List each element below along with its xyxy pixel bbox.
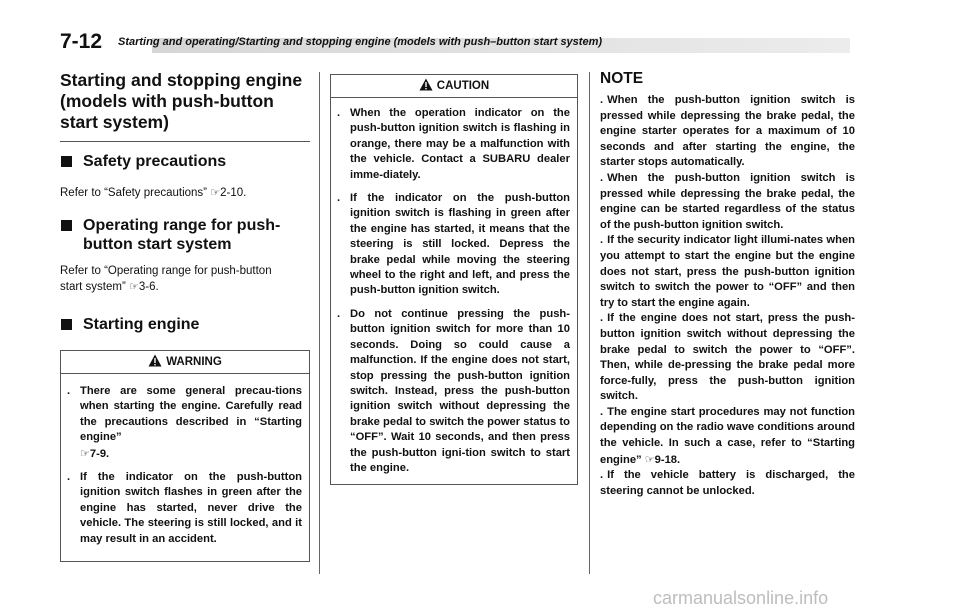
- column-right: [600, 70, 855, 499]
- note-item: . When the push-button ignition switch is pressed while depressing the brake pedal, the engine can be started regardless of the status of the push-button ignition switch.: [600, 171, 855, 231]
- note-title: NOTE: [600, 70, 644, 87]
- caution-triangle-icon: [419, 78, 433, 91]
- column-middle: [330, 74, 578, 485]
- page-header: [60, 30, 850, 54]
- warning-box: [60, 350, 310, 562]
- square-bullet-icon: [61, 156, 72, 167]
- warning-item: . There are some general precau-tions when starting the engine. Carefully read the precautions described in “Starting engine” ☞7-9.: [67, 385, 302, 460]
- column-divider: [589, 72, 590, 574]
- reference-hand-icon: ☞: [644, 452, 655, 466]
- title-rule: [60, 141, 310, 142]
- warning-item: . If the indicator on the push-button ignition switch flashes in green after the engine has started, never drive the vehicle. The steering is still locked, and it may result in an accident.: [67, 471, 302, 545]
- note-item: . If the security indicator light illumi-nates when you attempt to start the engine but the engine does not start, press the push-button ignition switch to switch the power to “OFF” and then try to start the engine again.: [600, 234, 855, 309]
- watermark: carmanualsonline.info: [653, 588, 829, 608]
- note-item: . If the vehicle battery is discharged, the steering cannot be unlocked.: [600, 469, 855, 497]
- column-divider: [319, 72, 320, 574]
- section-heading-safety: Safety precautions: [60, 152, 310, 171]
- warning-header: WARNING: [61, 351, 309, 374]
- square-bullet-icon: [61, 220, 72, 231]
- reference-hand-icon: ☞: [80, 446, 90, 460]
- caution-box: [330, 74, 578, 485]
- caution-item: . If the indicator on the push-button ignition switch is flashing in green after the engine has started, it means that the steering is still locked. Depress the brake pedal while moving the steering wheel to the right and left, and press the push-button ignition switch.: [337, 192, 570, 297]
- page-title: Starting and stopping engine (models with push-button start system): [60, 70, 303, 132]
- running-title: Starting and operating/Starting and stopping engine (models with push–button start system): [118, 36, 603, 48]
- caution-header: CAUTION: [331, 75, 577, 98]
- warning-triangle-icon: [148, 354, 162, 367]
- note-item: . If the engine does not start, press the push-button ignition switch without depressing the brake pedal to switch the power to “OFF”. Then, while de-pressing the brake pedal more force-fully, press the push-button ignition switch.: [600, 312, 855, 403]
- reference-hand-icon: ☞: [210, 186, 221, 199]
- reference-hand-icon: ☞: [129, 280, 139, 293]
- safety-reference: Refer to “Safety precautions” ☞2-10.: [60, 186, 247, 199]
- note-item: . The engine start procedures may not function depending on the radio wave conditions around the vehicle. In such a case, refer to “Starting engine” ☞9-18.: [600, 405, 855, 466]
- square-bullet-icon: [61, 319, 72, 330]
- operating-range-reference: Refer to “Operating range for push-button start system” ☞3-6.: [60, 265, 272, 293]
- section-heading-operating-range: Operating range for push- button start system: [60, 216, 310, 254]
- section-heading-starting-engine: Starting engine: [60, 315, 310, 334]
- caution-item: . Do not continue pressing the push-button ignition switch for more than 10 seconds. Doing so could cause a malfunction. If the engine does not start, stop pressing the push-button ignition switch. Instead, press the push-button ignition switch without depressing the brake pedal to switch the power status to “OFF”. Wait 10 seconds, and then press the push-button igni-tion switch to start the engine.: [337, 307, 570, 474]
- column-left: [60, 70, 310, 562]
- caution-item: . When the operation indicator on the push-button ignition switch is flashing in orange, there may be a malfunction with the vehicle. Contact a SUBARU dealer imme-diately.: [337, 107, 570, 181]
- note-item: . When the push-button ignition switch is pressed while depressing the brake pedal, the engine starter operates for a maximum of 10 seconds and after starting the engine, the starter stops automatically.: [600, 94, 855, 169]
- page-number: 7-12: [60, 30, 103, 53]
